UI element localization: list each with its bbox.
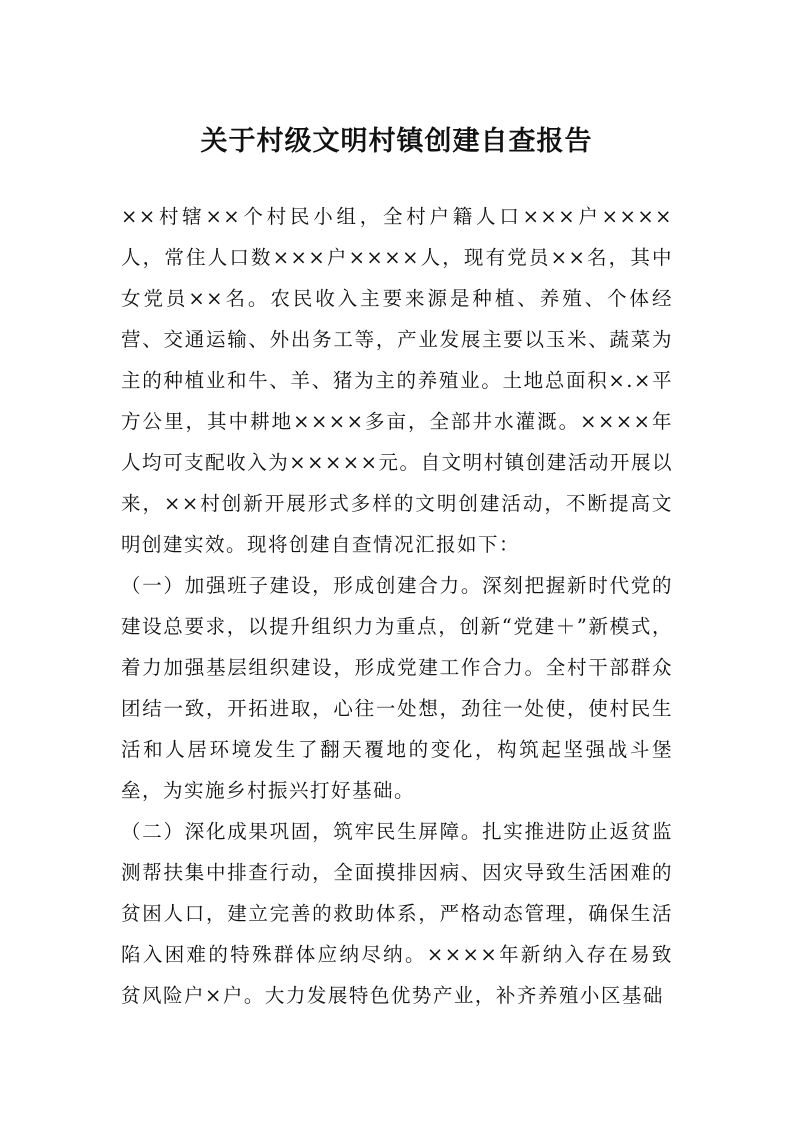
paragraph-intro: ××村辖××个村民小组，全村户籍人口×××户××××人，常住人口数×××户××××人，现有党员××名，其中女党员××名。农民收入主要来源是种植、养殖、个体经营、交通运输、外出务工等，产业发展主要以玉米、蔬菜为主的种植业和牛、羊、猪为主的养殖业。土地总面积×.×平方公里，其中耕地××××多亩，全部井水灌溉。××××年人均可支配收入为×××××元。自文明村镇创建活动开展以来，××村创新开展形式多样的文明创建活动，不断提高文明创建实效。现将创建自查情况汇报如下： <box>121 205 673 556</box>
paragraph-section-2: （二）深化成果巩固，筑牢民生屏障。扎实推进防止返贫监测帮扶集中排查行动，全面摸排因病、因灾导致生活困难的贫困人口，建立完善的救助体系，严格动态管理，确保生活陷入困难的特殊群体应纳尽纳。××××年新纳入存在易致贫风险户×户。大力发展特色优势产业，补齐养殖小区基础 <box>121 820 673 1007</box>
document-title: 关于村级文明村镇创建自查报告 <box>200 126 593 157</box>
paragraph-section-1: （一）加强班子建设，形成创建合力。深刻把握新时代党的建设总要求，以提升组织力为重点，创新“党建＋”新模式，着力加强基层组织建设，形成党建工作合力。全村干部群众团结一致，开拓进取，心往一处想，劲往一处使，使村民生活和人居环境发生了翻天覆地的变化，构筑起坚强战斗堡垒，为实施乡村振兴打好基础。 <box>121 574 673 802</box>
document-body <box>121 196 673 1016</box>
